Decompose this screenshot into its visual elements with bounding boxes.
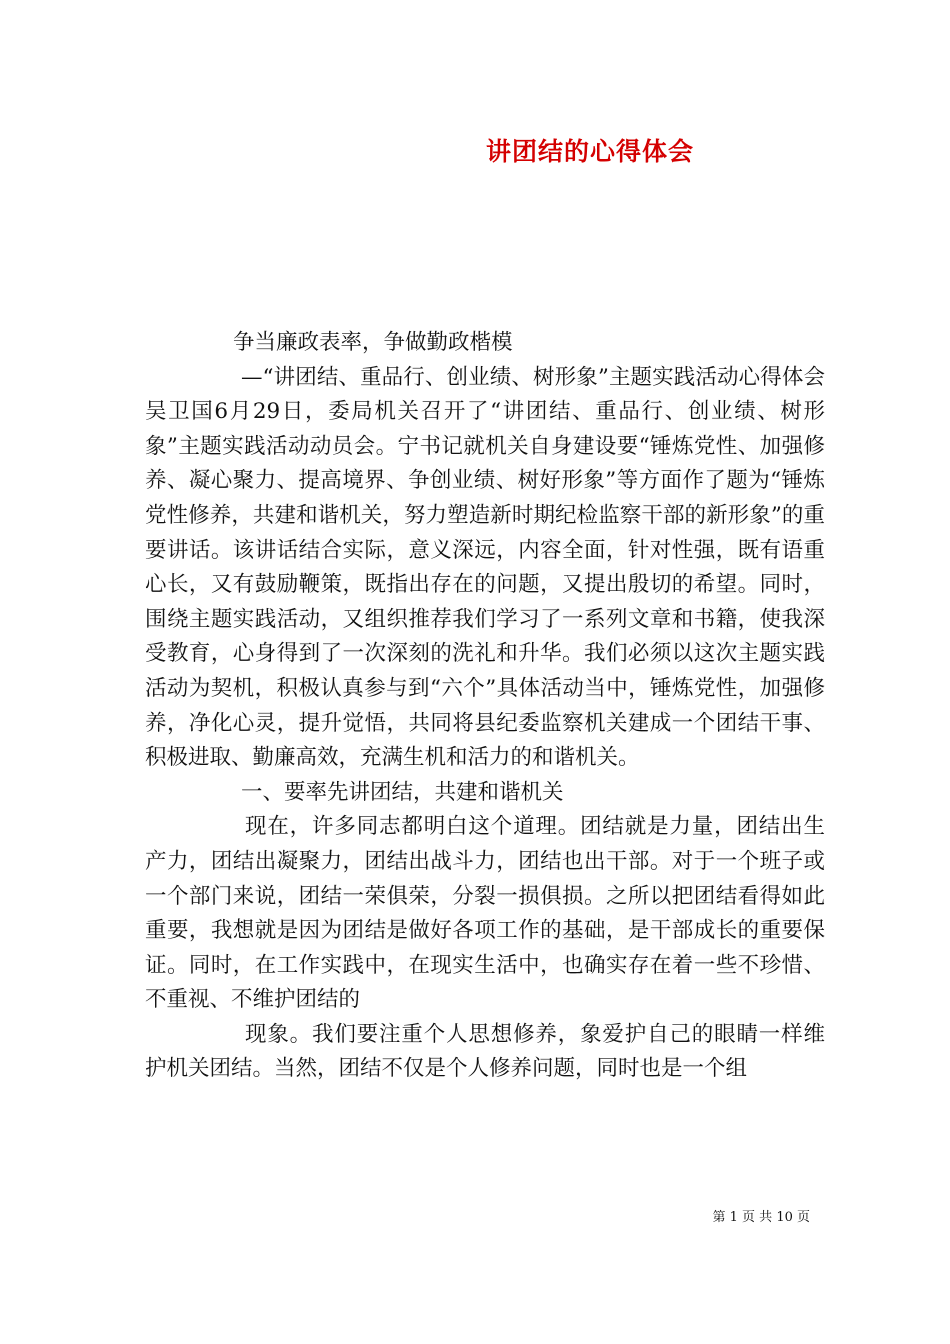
section-heading: 一、要率先讲团结，共建和谐机关 <box>241 779 564 805</box>
document-title: 讲团结的心得体会 <box>485 137 694 166</box>
intro-paragraph: —“讲团结、重品行、创业绩、树形象”主题实践活动心得体会吴卫国6月29日，委局机关召开了“讲团结、重品行、创业绩、树形象”主题实践活动动员会。宁书记就机关自身建设要“锤炼党性、加强修养、凝心聚力、提高境界、争创业绩、树好形象”等方面作了题为“锤炼党性修养，共建和谐机关，努力塑造新时期纪检监察干部的新形象”的重要讲话。该讲话结合实际，意义深远，内容全面，针对性强，既有语重心长，又有鼓励鞭策，既指出存在的问题，又提出殷切的希望。同时，围绕主题实践活动，又组织推荐我们学习了一系列文章和书籍，使我深受教育，心身得到了一次深刻的洗礼和升华。我们必须以这次主题实践活动为契机，积极认真参与到“六个”具体活动当中，锤炼党性，加强修养，净化心灵，提升觉悟，共同将县纪委监察机关建成一个团结干事、积极进取、勤廉高效，充满生机和活力的和谐机关。 <box>145 364 825 771</box>
section-paragraph-1: 现在，许多同志都明白这个道理。团结就是力量，团结出生产力，团结出凝聚力，团结出战斗力，团结也出干部。对于一个班子或一个部门来说，团结一荣俱荣，分裂一损俱损。之所以把团结看得如此重要，我想就是因为团结是做好各项工作的基础，是干部成长的重要保证。同时，在工作实践中，在现实生活中，也确实存在着一些不珍惜、不重视、不维护团结的 <box>145 814 825 1013</box>
page-number: 第 1 页 共 10 页 <box>712 1210 810 1225</box>
document-body <box>145 326 825 1087</box>
section-paragraph-2: 现象。我们要注重个人思想修养，象爱护自己的眼睛一样维护机关团结。当然，团结不仅是个人修养问题，同时也是一个组 <box>145 1021 825 1082</box>
subtitle: 争当廉政表率，争做勤政楷模 <box>233 330 513 355</box>
